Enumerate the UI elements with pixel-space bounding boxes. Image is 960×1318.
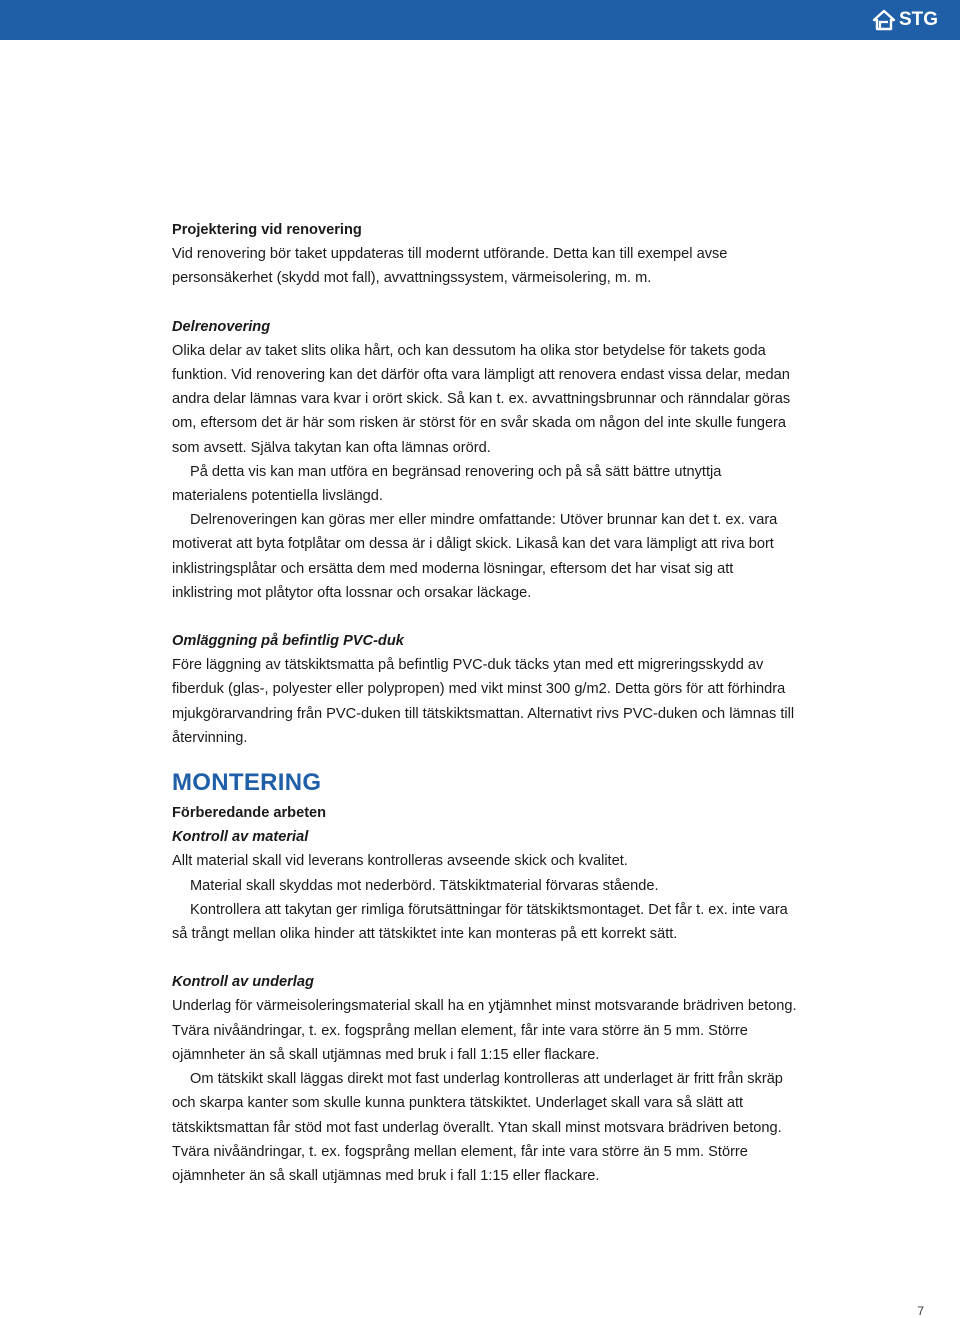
paragraph: Om tätskikt skall läggas direkt mot fast underlag kontrolleras att underlaget är fritt från skräp och skarpa kanter som skulle kunna punktera tätskiktet. Underlaget skall vara så slätt att tätskiktsmattan får stöd mot fast underlag överallt. Ytan skall minst motsvara brädriven betong. Tvära nivåändringar, t. ex. fogsprång mellan element, får inte vara större än 5 mm. Större ojämnheter än så skall utjämnas med bruk i fall 1:15 eller flackare. bbox=[172, 1071, 783, 1184]
paragraph: Allt material skall vid leverans kontrolleras avseende skick och kvalitet. bbox=[172, 853, 628, 870]
section-heading: Projektering vid renovering bbox=[172, 222, 362, 238]
subsection-heading: Kontroll av material bbox=[172, 829, 309, 846]
document-body bbox=[172, 218, 797, 1188]
section-heading: Omläggning på befintlig PVC-duk bbox=[172, 633, 404, 650]
stg-logo bbox=[872, 7, 938, 33]
house-icon bbox=[872, 9, 896, 31]
section-heading: Förberedande arbeten bbox=[172, 805, 327, 822]
paragraph: Olika delar av taket slits olika hårt, och kan dessutom ha olika stor betydelse för takets goda funktion. Vid renovering kan det därför ofta vara lämpligt att renovera endast vissa delar, medan andra delar lämnas vara kvar i orört skick. Så kan t. ex. avvattningsbrunnar och ränndalar göras om, eftersom det är här som risken är störst för en svår skada om någon del inte skulle fungera som avsett. Själva takytan kan ofta lämnas orörd. bbox=[172, 342, 791, 456]
paragraph: På detta vis kan man utföra en begränsad renovering och på så sätt bättre utnyttja materialens potentiella livslängd. bbox=[172, 463, 722, 505]
paragraph: Delrenoveringen kan göras mer eller mindre omfattande: Utöver brunnar kan det t. ex. vara motiverat att byta fotplåtar om dessa är i dåligt skick. Likaså kan det vara lämpligt att riva bort inklistringsplåtar och ersätta dem med moderna lösningar, eftersom det har visat sig att inklistring mot plåtytor ofta lossnar och orsakar läckage. bbox=[172, 512, 778, 601]
logo-text: STG bbox=[898, 9, 938, 30]
paragraph: Material skall skyddas mot nederbörd. Tätskiktmaterial förvaras stående. bbox=[190, 877, 659, 894]
section-heading: Delrenovering bbox=[172, 318, 271, 335]
header-bar bbox=[0, 0, 960, 40]
paragraph: Före läggning av tätskiktsmatta på befintlig PVC-duk täcks ytan med ett migreringsskydd av fiberduk (glas-, polyester eller polypropen) med vikt minst 300 g/m2. Detta görs för att förhindra mjukgörarvandring från PVC-duken till tätskiktsmattan. Alternativt rivs PVC-duken och lämnas till återvinning. bbox=[172, 657, 795, 746]
paragraph: Vid renovering bör taket uppdateras till modernt utförande. Detta kan till exempel avse personsäkerhet (skydd mot fall), avvattningssystem, värmeisolering, m. m. bbox=[172, 246, 728, 287]
paragraph: Kontrollera att takytan ger rimliga förutsättningar för tätskiktsmontaget. Det får t. ex. inte vara så trångt mellan olika hinder att tätskiktet inte kan monteras på ett korrekt sätt. bbox=[172, 901, 788, 943]
main-heading: MONTERING bbox=[172, 769, 322, 797]
subsection-heading: Kontroll av underlag bbox=[172, 974, 314, 991]
page-number: 7 bbox=[917, 1304, 924, 1318]
paragraph: Underlag för värmeisoleringsmaterial skall ha en ytjämnhet minst motsvarande brädriven betong. Tvära nivåändringar, t. ex. fogsprång mellan element, får inte vara större än 5 mm. Större ojämnheter än så skall utjämnas med bruk i fall 1:15 eller flackare. bbox=[172, 998, 797, 1063]
